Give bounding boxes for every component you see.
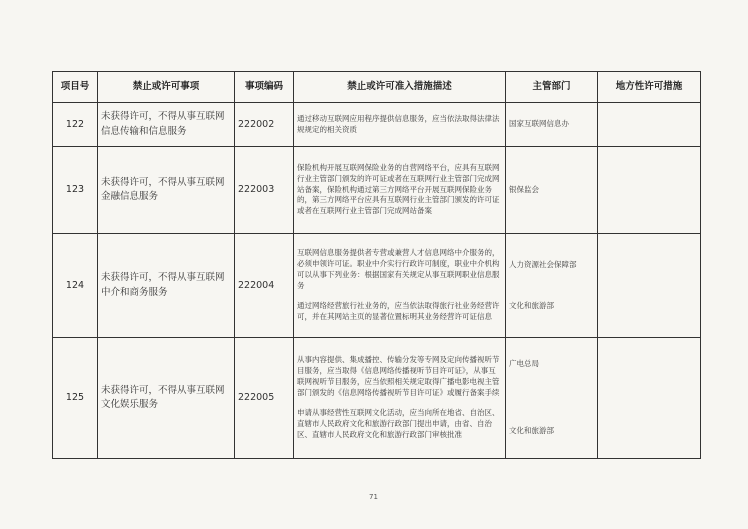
department-name: 人力资源社会保障部 bbox=[509, 259, 577, 269]
department-name: 国家互联网信息办 bbox=[509, 119, 569, 129]
page-number: 71 bbox=[369, 493, 378, 501]
row-description bbox=[294, 103, 506, 147]
department-name: 银保监会 bbox=[509, 184, 539, 194]
department-name: 文化和旅游部 bbox=[509, 300, 554, 310]
description-paragraph: 保险机构开展互联网保险业务的自营网络平台，应具有互联网行业主管部门颁发的许可证或者在互联网行业主管部门完成网站备案，保险机构通过第三方网络平台开展互联网保险业务的，第三方网络平台应具有互联网行业主管部门颁发的许可证或者在互联网行业主管部门完成网站备案 bbox=[297, 162, 500, 216]
row-local-measures bbox=[598, 147, 701, 234]
table-header-row bbox=[53, 72, 701, 103]
table-row bbox=[53, 147, 701, 234]
header-description: 禁止或许可准入措施描述 bbox=[294, 72, 506, 103]
header-local-measures: 地方性许可措施 bbox=[598, 72, 701, 103]
row-department bbox=[506, 103, 598, 147]
row-department bbox=[506, 338, 598, 459]
department-name: 文化和旅游部 bbox=[509, 426, 554, 435]
row-local-measures bbox=[598, 234, 701, 338]
row-item: 未获得许可，不得从事互联网中介和商务服务 bbox=[98, 234, 235, 338]
header-item-number: 项目号 bbox=[53, 72, 98, 103]
row-description bbox=[294, 338, 506, 459]
row-code: 222004 bbox=[235, 234, 294, 338]
row-item: 未获得许可，不得从事互联网文化娱乐服务 bbox=[98, 338, 235, 459]
permission-table bbox=[52, 71, 701, 459]
header-department: 主管部门 bbox=[506, 72, 598, 103]
row-local-measures bbox=[598, 338, 701, 459]
row-code: 222005 bbox=[235, 338, 294, 459]
department-name: 广电总局 bbox=[509, 359, 539, 369]
row-item: 未获得许可，不得从事互联网金融信息服务 bbox=[98, 147, 235, 234]
description-paragraph: 通过网络经营旅行社业务的，应当依法取得旅行社业务经营许可，并在其网站主页的显著位置标明其业务经营许可证信息 bbox=[297, 301, 500, 322]
row-local-measures bbox=[598, 103, 701, 147]
table-row bbox=[53, 234, 701, 338]
row-description bbox=[294, 147, 506, 234]
description-paragraph: 申请从事经营性互联网文化活动，应当向所在地省、自治区、直辖市人民政府文化和旅游行政部门提出申请，由省、自治区、直辖市人民政府文化和旅游行政部门审核批准 bbox=[297, 408, 500, 440]
table-row bbox=[53, 103, 701, 147]
header-item: 禁止或许可事项 bbox=[98, 72, 235, 103]
description-paragraph: 互联网信息服务提供者专营或兼营人才信息网络中介服务的，必须申领许可证。职业中介实行行政许可制度，职业中介机构可以从事下列业务：根据国家有关规定从事互联网职业信息服务 bbox=[297, 247, 500, 290]
row-department bbox=[506, 234, 598, 338]
row-code: 222003 bbox=[235, 147, 294, 234]
row-item: 未获得许可，不得从事互联网信息传输和信息服务 bbox=[98, 103, 235, 147]
header-item-code: 事项编码 bbox=[235, 72, 294, 103]
table-row bbox=[53, 338, 701, 459]
row-description bbox=[294, 234, 506, 338]
row-number: 125 bbox=[53, 338, 98, 459]
description-paragraph: 通过移动互联网应用程序提供信息服务，应当依法取得法律法规规定的相关资质 bbox=[297, 113, 500, 134]
description-paragraph: 从事内容提供、集成播控、传输分发等专网及定向传播视听节目服务，应当取得《信息网络传播视听节目许可证》，从事互联网视听节目服务，应当依照相关规定取得广播电影电视主管部门颁发的《信息网络传播视听节目许可证》或履行备案手续 bbox=[297, 354, 500, 397]
row-number: 124 bbox=[53, 234, 98, 338]
row-code: 222002 bbox=[235, 103, 294, 147]
row-number: 123 bbox=[53, 147, 98, 234]
row-department bbox=[506, 147, 598, 234]
row-number: 122 bbox=[53, 103, 98, 147]
